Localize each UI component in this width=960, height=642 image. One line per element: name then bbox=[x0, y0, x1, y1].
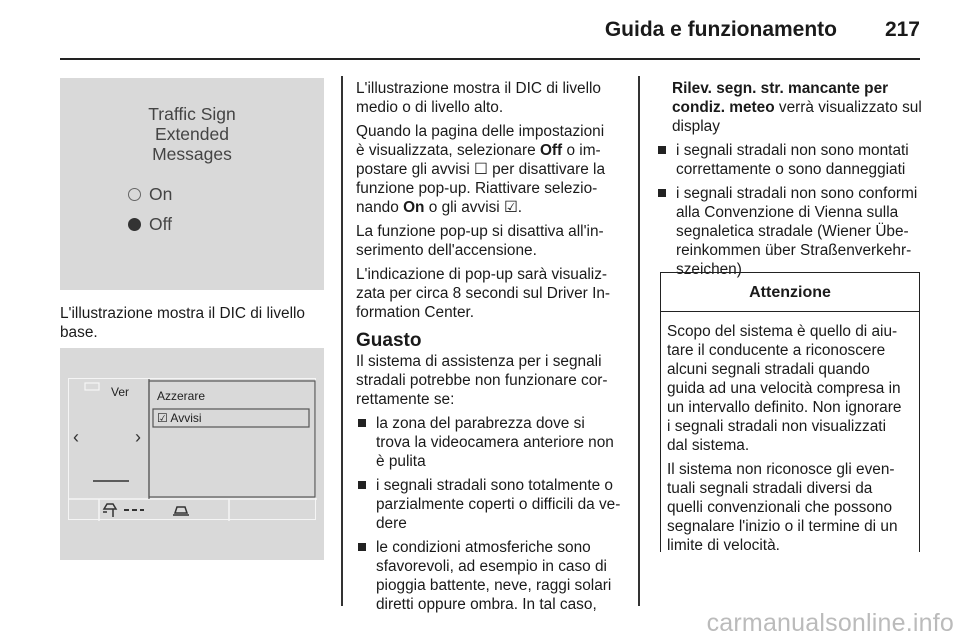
column-divider-2 bbox=[638, 76, 640, 606]
bold-term: On bbox=[403, 199, 425, 216]
text-line: display bbox=[672, 118, 720, 135]
text-line: dal sistema. bbox=[667, 437, 750, 454]
text-line: la zona del parabrezza dove si bbox=[376, 415, 585, 432]
text-line: i segnali stradali non sono conformi bbox=[676, 185, 918, 202]
paragraph bbox=[356, 265, 632, 322]
screen-title bbox=[60, 104, 324, 164]
text-line: Il sistema di assistenza per i segnali bbox=[356, 353, 602, 370]
paragraph bbox=[356, 352, 632, 409]
paragraph bbox=[667, 460, 913, 555]
text-line: alcuni segnali stradali quando bbox=[667, 361, 870, 378]
page-number: 217 bbox=[884, 18, 920, 41]
text-line: i segnali stradali non visualizzati bbox=[667, 418, 887, 435]
header-rule bbox=[60, 58, 920, 60]
text-line: Il sistema non riconosce gli even- bbox=[667, 461, 895, 478]
text-line: Scopo del sistema è quello di aiu- bbox=[667, 323, 898, 340]
text-line: tare il conducente a riconoscere bbox=[667, 342, 886, 359]
nav-prev-icon: ‹ bbox=[73, 427, 79, 447]
text-line: le condizioni atmosferiche sono bbox=[376, 539, 591, 556]
text-line: stradali potrebbe non funzionare cor- bbox=[356, 372, 608, 389]
text-line: tuali segnali stradali diversi da bbox=[667, 480, 873, 497]
bullet-item bbox=[356, 538, 632, 614]
text-line: è pulita bbox=[376, 453, 426, 470]
text-line: limite di velocità. bbox=[667, 537, 780, 554]
column-divider-1 bbox=[341, 76, 343, 606]
dic-mid-screen bbox=[60, 348, 324, 560]
option-on-label: On bbox=[149, 184, 173, 204]
text-line: quelli convenzionali che possono bbox=[667, 499, 893, 516]
text-line: parzialmente coperti o difficili da ve- bbox=[376, 496, 621, 513]
text-line: funzione pop-up. Riattivare selezio- bbox=[356, 180, 598, 197]
paragraph bbox=[356, 222, 632, 260]
text-line: alla Convenzione di Vienna sulla bbox=[676, 204, 899, 221]
page-title: Guida e funzionamento bbox=[604, 18, 837, 41]
text-line: o im- bbox=[562, 142, 601, 159]
text-line: szeichen) bbox=[676, 261, 742, 278]
screen-title-line: Traffic Sign bbox=[148, 104, 236, 124]
text-line: verrà visualizzato sul bbox=[774, 99, 922, 116]
attention-body bbox=[661, 312, 919, 555]
text-line: formation Center. bbox=[356, 304, 475, 321]
text-line: pioggia battente, neve, raggi solari bbox=[376, 577, 612, 594]
text-line: correttamente o sono danneggiati bbox=[676, 161, 906, 178]
text-line: postare gli avvisi ☐ per disattivare la bbox=[356, 161, 606, 178]
text-line: o gli avvisi ☑. bbox=[424, 199, 523, 216]
middle-column bbox=[356, 79, 632, 619]
text-line: sfavorevoli, ad esempio in caso di bbox=[376, 558, 607, 575]
text-line: nando bbox=[356, 199, 404, 216]
text-line: i segnali stradali non sono montati bbox=[676, 142, 909, 159]
page-header bbox=[0, 0, 960, 62]
text-line: L'indicazione di pop-up sarà visualiz- bbox=[356, 266, 608, 283]
road-icon bbox=[173, 507, 189, 515]
bullet-item bbox=[356, 414, 632, 471]
text-line: Quando la pagina delle impostazioni bbox=[356, 123, 605, 140]
radio-filled-icon bbox=[128, 218, 141, 231]
text-line: segnaletica stradale (Wiener Übe- bbox=[676, 223, 909, 240]
text-line: trova la videocamera anteriore non bbox=[376, 434, 614, 451]
menu-item-avvisi: ☑ Avvisi bbox=[157, 411, 202, 425]
section-title: Guasto bbox=[356, 330, 422, 351]
bullet-item bbox=[656, 184, 926, 279]
text-line: serimento dell'accensione. bbox=[356, 242, 537, 259]
text-line: La funzione pop-up si disattiva all'in- bbox=[356, 223, 604, 240]
sign-assist-icon bbox=[103, 504, 116, 517]
text-line: medio o di livello alto. bbox=[356, 99, 504, 116]
bold-term: condiz. meteo bbox=[672, 99, 775, 116]
right-column bbox=[656, 79, 926, 284]
text-line: diretti oppure ombra. In tal caso, bbox=[376, 596, 597, 613]
paragraph bbox=[356, 122, 632, 217]
bullet-item bbox=[656, 141, 926, 179]
bold-term: Rilev. segn. str. mancante per bbox=[672, 80, 889, 97]
menu-label: Ver bbox=[111, 385, 130, 399]
text-line: guida ad una velocità compresa in bbox=[667, 380, 901, 397]
text-line: segnalare l'inizio o il termine di un bbox=[667, 518, 898, 535]
text-line: è visualizzata, selezionare bbox=[356, 142, 540, 159]
option-on bbox=[128, 184, 172, 205]
radio-empty-icon bbox=[128, 188, 141, 201]
text-line: dere bbox=[376, 515, 407, 532]
text-line: un intervallo definito. Non ignorare bbox=[667, 399, 902, 416]
option-off-label: Off bbox=[149, 214, 173, 234]
caption-line: base. bbox=[60, 324, 98, 341]
screen-frame bbox=[68, 378, 316, 520]
screen-title-line: Messages bbox=[152, 144, 232, 164]
car-icon bbox=[85, 383, 99, 390]
paragraph bbox=[667, 322, 913, 455]
caption-line: L'illustrazione mostra il DIC di livello bbox=[60, 305, 305, 322]
text-line: rettamente se: bbox=[356, 391, 455, 408]
screen-title-line: Extended bbox=[155, 124, 229, 144]
menu-item-azzerare: Azzerare bbox=[157, 389, 206, 403]
text-line: L'illustrazione mostra il DIC di livello bbox=[356, 80, 601, 97]
watermark: carmanualsonline.info bbox=[706, 609, 954, 637]
paragraph bbox=[356, 79, 632, 117]
attention-box bbox=[660, 272, 920, 552]
dic-basic-screen bbox=[60, 78, 324, 290]
text-line: reinkommen über Straßenverkehr- bbox=[676, 242, 912, 259]
text-line: zata per circa 8 secondi sul Driver In- bbox=[356, 285, 611, 302]
nav-next-icon: › bbox=[135, 427, 141, 447]
paragraph bbox=[656, 79, 926, 136]
bullet-item bbox=[356, 476, 632, 533]
caption-1 bbox=[60, 304, 330, 342]
option-off bbox=[128, 214, 172, 235]
attention-title: Attenzione bbox=[661, 273, 919, 312]
bold-term: Off bbox=[539, 142, 563, 159]
text-line: i segnali stradali sono totalmente o bbox=[376, 477, 613, 494]
